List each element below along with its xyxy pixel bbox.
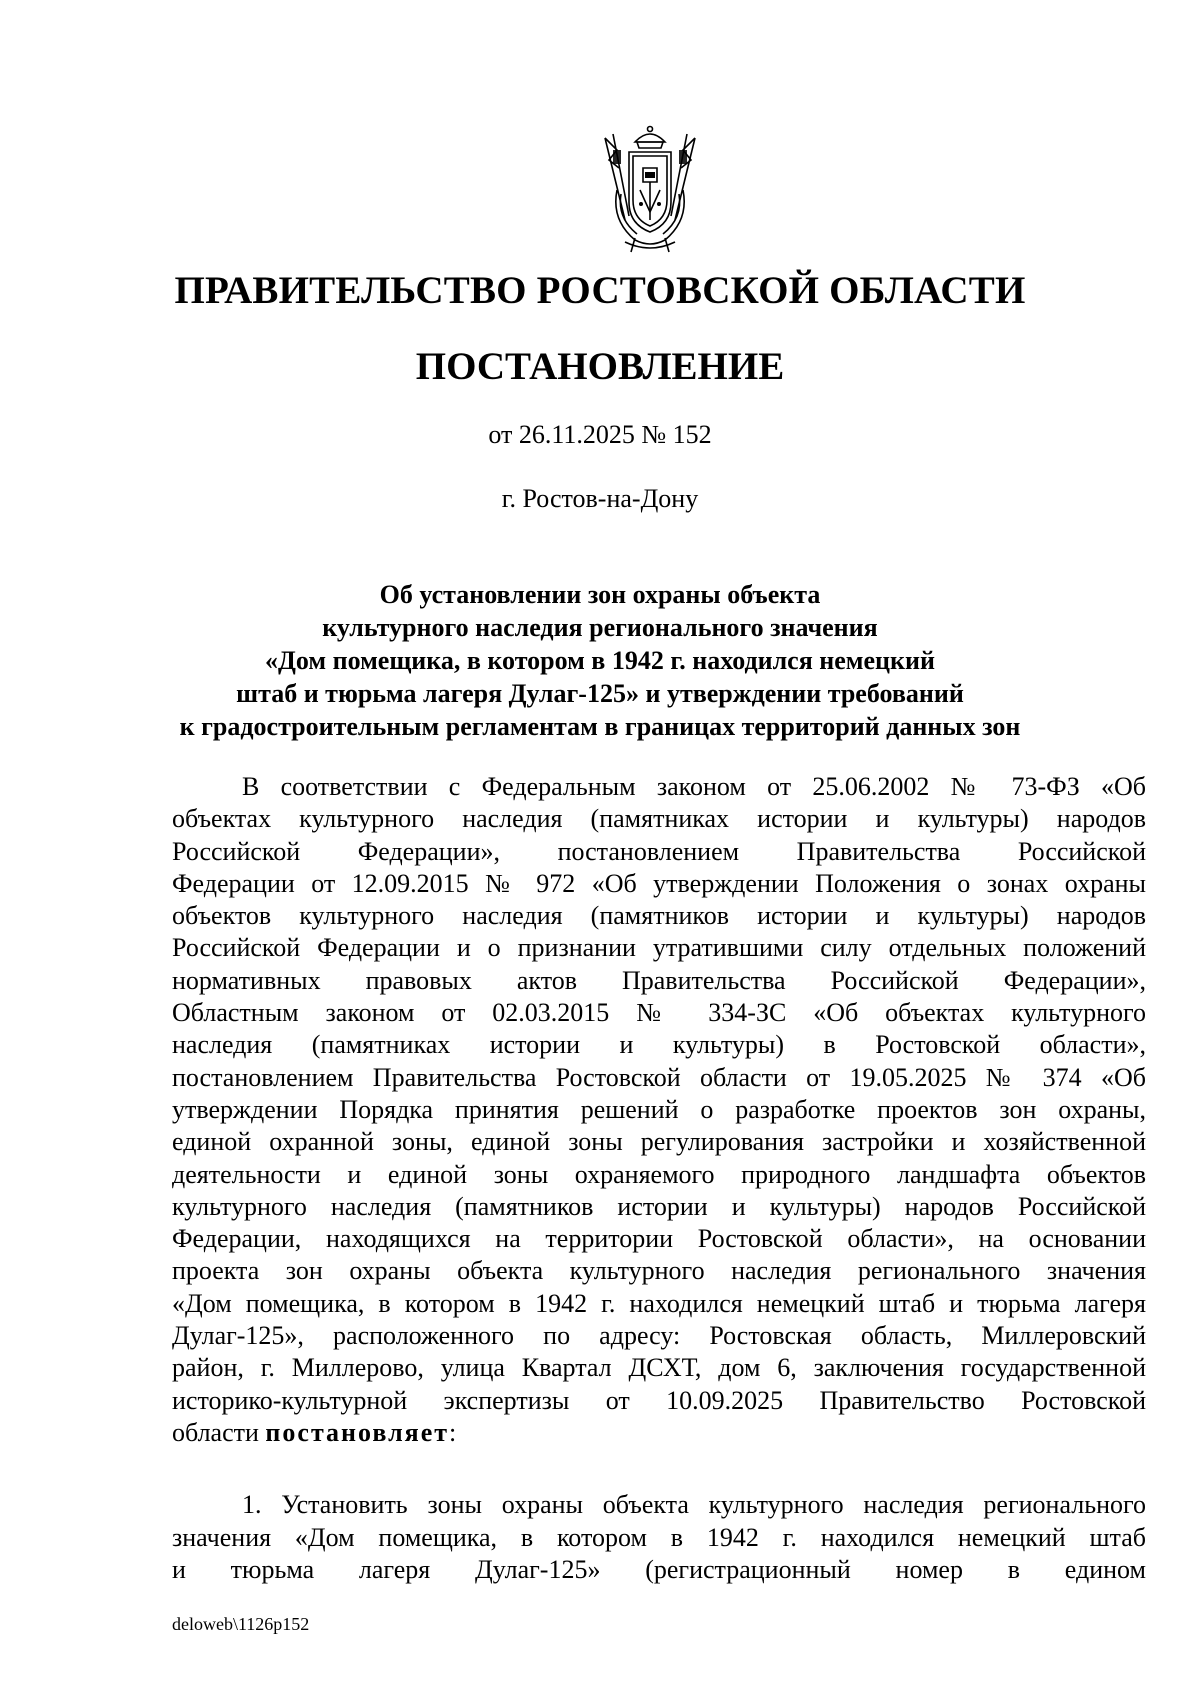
coat-of-arms-emblem bbox=[595, 120, 705, 256]
government-title: ПРАВИТЕЛЬСТВО РОСТОВСКОЙ ОБЛАСТИ bbox=[174, 269, 1026, 312]
resolution-suffix: : bbox=[449, 1417, 457, 1447]
body-line: Федерации, находящихся на территории Ростовской области», на основании bbox=[172, 1224, 1146, 1254]
file-reference-footer: deloweb\1126p152 bbox=[172, 1614, 310, 1634]
resolution-prefix: области bbox=[172, 1417, 266, 1447]
body-line: культурного наследия (памятников истории и культуры) народов Российской bbox=[172, 1191, 1146, 1221]
body-line: Областным законом от 02.03.2015 № 334-ЗС «Об объектах культурного bbox=[172, 998, 1146, 1028]
document-type-title: ПОСТАНОВЛЕНИЕ bbox=[415, 345, 785, 388]
body-line: деятельности и единой зоны охраняемого природного ландшафта объектов bbox=[172, 1159, 1146, 1189]
body-line-resolution bbox=[172, 1417, 1146, 1449]
body-line: В соответствии с Федеральным законом от 25.06.2002 № 73-ФЗ «Об bbox=[242, 772, 1146, 801]
body-line: и тюрьма лагеря Дулаг-125» (регистрационный номер в едином bbox=[172, 1554, 1146, 1584]
body-line: утверждении Порядка принятия решений о разработке проектов зон охраны, bbox=[172, 1094, 1146, 1124]
body-line: Дулаг-125», расположенного по адресу: Ростовская область, Миллеровский bbox=[172, 1321, 1146, 1351]
body-line: объектах культурного наследия (памятниках истории и культуры) народов bbox=[172, 804, 1146, 834]
body-line: объектов культурного наследия (памятников истории и культуры) народов bbox=[172, 901, 1146, 931]
document-city: г. Ростов-на-Дону bbox=[501, 484, 699, 513]
subject-line: Об установлении зон охраны объекта bbox=[379, 580, 821, 609]
body-line: район, г. Миллерово, улица Квартал ДСХТ, дом 6, заключения государственной bbox=[172, 1353, 1146, 1383]
body-line: нормативных правовых актов Правительства Российской Федерации», bbox=[172, 965, 1146, 995]
body-line: наследия (памятниках истории и культуры) в Ростовской области», bbox=[172, 1030, 1146, 1060]
body-line: «Дом помещика, в котором в 1942 г. находился немецкий штаб и тюрьма лагеря bbox=[172, 1288, 1146, 1318]
body-line: Российской Федерации и о признании утратившими силу отдельных положений bbox=[172, 933, 1146, 963]
body-line: проекта зон охраны объекта культурного наследия регионального значения bbox=[172, 1256, 1146, 1286]
body-line: 1. Установить зоны охраны объекта культурного наследия регионального bbox=[242, 1490, 1146, 1520]
subject-line: к градостроительным регламентам в границах территорий данных зон bbox=[179, 712, 1021, 741]
resolution-keyword: постановляет bbox=[265, 1417, 450, 1447]
body-line: историко-культурной экспертизы от 10.09.2025 Правительство Ростовской bbox=[172, 1385, 1146, 1415]
subject-line: культурного наследия регионального значения bbox=[322, 613, 878, 642]
body-line: постановлением Правительства Ростовской области от 19.05.2025 № 374 «Об bbox=[172, 1062, 1146, 1092]
document-subject bbox=[150, 578, 1050, 743]
paragraph-spacer bbox=[172, 1449, 1146, 1489]
clause-1-paragraph bbox=[172, 1489, 1146, 1586]
body-line: Российской Федерации», постановлением Правительства Российской bbox=[172, 836, 1146, 866]
body-line: Федерации от 12.09.2015 № 972 «Об утверждении Положения о зонах охраны bbox=[172, 868, 1146, 898]
body-line: значения «Дом помещика, в котором в 1942 г. находился немецкий штаб bbox=[172, 1522, 1146, 1552]
document-body bbox=[172, 771, 1146, 1586]
subject-line: штаб и тюрьма лагеря Дулаг-125» и утверждении требований bbox=[236, 679, 964, 708]
subject-line: «Дом помещика, в котором в 1942 г. находился немецкий bbox=[265, 646, 935, 675]
document-date-number: от 26.11.2025 № 152 bbox=[488, 420, 712, 449]
coat-of-arms-icon bbox=[595, 120, 705, 256]
body-line: единой охранной зоны, единой зоны регулирования застройки и хозяйственной bbox=[172, 1127, 1146, 1157]
preamble-paragraph bbox=[172, 771, 1146, 1449]
